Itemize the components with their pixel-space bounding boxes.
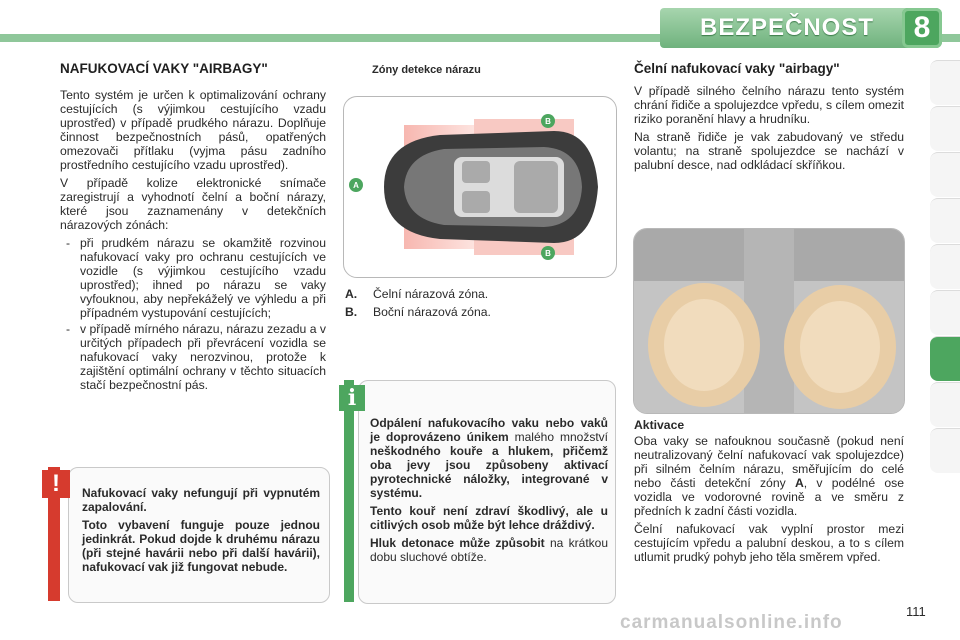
chapter-badge: 8 [902, 8, 942, 48]
section-heading: NAFUKOVACÍ VAKY "AIRBAGY" [60, 61, 268, 76]
zone-b-marker [541, 246, 555, 260]
legend-row: B. Boční nárazová zóna. [345, 305, 491, 319]
info-icon: i [339, 385, 365, 411]
warning-text: Nafukovací vaky nefungují při vypnutém zapalování. Toto vybavení funguje pouze jednou jedinkrát. Pokud dojde k druhému nárazu (při stejné havárii nebo při další havárii), nafukovací vak již fungovat nebude. [82, 486, 320, 574]
right-column-top [634, 62, 904, 176]
zone-legend [345, 285, 491, 321]
page-number: 111 [906, 604, 926, 619]
right-column-bottom [634, 418, 904, 568]
section-heading: Čelní nafukovací vaky "airbagy" [634, 61, 840, 76]
car-top-view-illustration [344, 97, 616, 277]
chapter-tab[interactable] [930, 198, 960, 243]
chapter-tab-active[interactable] [930, 336, 960, 381]
rear-seat-icon [514, 161, 558, 213]
zone-a-marker [349, 178, 363, 192]
watermark: carmanualsonline.info [620, 612, 843, 633]
list-item: - v případě mírného nárazu, nárazu zezadu a v určitých případech při převrácení vozidla se nafukovací vaky nerozvinou, protože k zajištění optimální ochrany v těchto situacích stačí bezpečnostní pás. [80, 322, 326, 392]
paragraph: V případě kolize elektronické snímače zaregistrují a vyhodnotí čelní a boční nárazy, které jsou zaznamenány v detekčních nárazových zónách: [60, 176, 326, 232]
info-strip [344, 380, 354, 602]
chapter-tab[interactable] [930, 382, 960, 427]
svg-text:A: A [353, 181, 359, 190]
seat-icon [462, 191, 490, 213]
chapter-tab[interactable] [930, 244, 960, 289]
chapter-tab[interactable] [930, 428, 960, 473]
zone-b-marker [541, 114, 555, 128]
svg-text:B: B [545, 117, 551, 126]
car-zones-diagram [343, 96, 617, 278]
page-title: BEZPEČNOST [700, 14, 875, 41]
chapter-tab[interactable] [930, 106, 960, 151]
info-text: Odpálení nafukovacího vaku nebo vaků je doprovázeno únikem malého množství neškodného kouře a hlukem, přičemž oba jevy jsou způsobeny aktivací pyrotechnické náložky, integrované v systému. Tento kouř není zdraví škodlivý, ale u citlivých osob může být lehce dráždivý. Hluk detonace může způsobit na krátkou dobu sluchové obtíže. [370, 416, 608, 564]
seat-icon [462, 161, 490, 183]
chapter-tab[interactable] [930, 152, 960, 197]
bullet-list [60, 236, 326, 392]
airbag-illustration [633, 228, 905, 414]
diagram-title: Zóny detekce nárazu [372, 64, 481, 76]
svg-text:B: B [545, 249, 551, 258]
chapter-tab[interactable] [930, 290, 960, 335]
chapter-tab[interactable] [930, 60, 960, 105]
chapter-tabs [930, 60, 960, 474]
warning-icon: ! [42, 470, 70, 498]
paragraph: Oba vaky se nafouknou současně (pokud není neutralizovaný čelní nafukovací vak spolujezdce) při silném čelním nárazu, směřujícím do celé nebo části detekční zóny A, v podélné ose vozidla ve vodorovné rovině a ve směru z předních k zadní části vozidla. [634, 434, 904, 518]
paragraph: Čelní nafukovací vak vyplní prostor mezi cestujícím vpředu a palubní deskou, a to s cílem utlumit prudký pohyb jeho těla směrem vpřed. [634, 522, 904, 564]
activation-heading: Aktivace [634, 418, 685, 432]
legend-row: A. Čelní nárazová zóna. [345, 287, 489, 301]
list-item: - při prudkém nárazu se okamžitě rozvinou nafukovací vaky pro ochranu cestujících ve vozidle (s výjimkou cestujícího vzadu uprostřed); ihned po nárazu se vaky vyfouknou, aby nepřekáželý ve výhledu a při případném vystupování cestujících; [80, 236, 326, 320]
paragraph: Tento systém je určen k optimalizování ochrany cestujících (s výjimkou cestujícího vzadu uprostřed) v případě prudkého nárazu. Doplňuje činnost bezpečnostních pásů, opatřených omezovači přítlaku (vyjma pásu zadního prostředního cestujícího vzadu uprostřed). [60, 88, 326, 172]
left-column [60, 62, 326, 394]
paragraph: Na straně řidiče je vak zabudovaný ve středu volantu; na straně spolujezdce se nachází v palubní desce, nad odkládací skříňkou. [634, 130, 904, 172]
paragraph: V případě silného čelního nárazu tento systém chrání řidiče a spolujezdce vpředu, s cílem omezit riziko poranění hlavy a hrudníku. [634, 84, 904, 126]
